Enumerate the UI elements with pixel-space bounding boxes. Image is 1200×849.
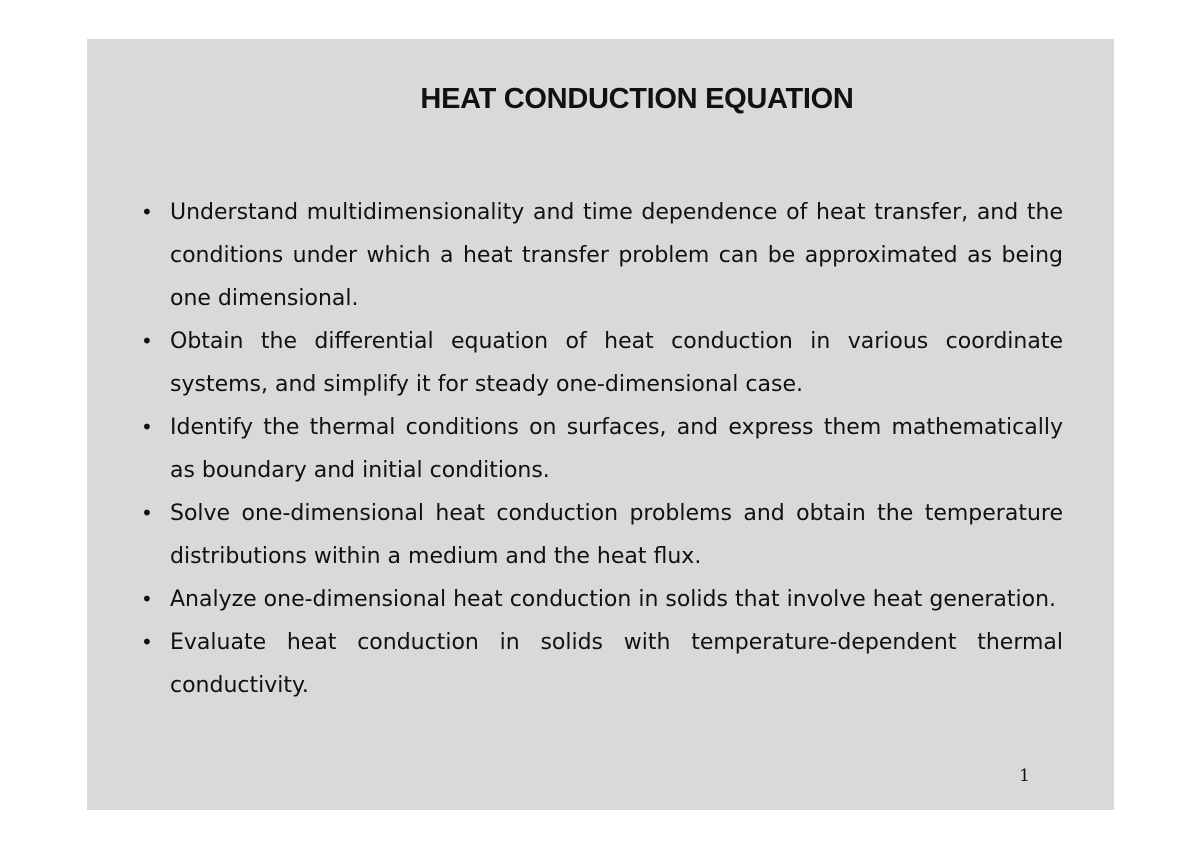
- bullet-text: Understand multidimensionality and time dependence of heat transfer, and the conditions under which a heat transfer problem can be approximated as being one dimensional.: [170, 200, 1063, 311]
- bullet-icon: •: [141, 501, 153, 525]
- bullet-text: Evaluate heat conduction in solids with temperature-dependent thermal conductivity.: [170, 630, 1063, 698]
- bullet-text: Analyze one-dimensional heat conduction in solids that involve heat generation.: [170, 587, 1057, 612]
- bullet-text: Identify the thermal conditions on surfaces, and express them mathematically as boundary and initial conditions.: [170, 415, 1063, 483]
- bullet-item: [135, 578, 1063, 621]
- bullet-icon: •: [141, 630, 153, 654]
- bullet-item: [135, 191, 1063, 320]
- bullet-icon: •: [141, 587, 153, 611]
- bullet-item: [135, 492, 1063, 578]
- page-number: 1: [1019, 766, 1030, 786]
- bullet-icon: •: [141, 200, 153, 224]
- slide-title: HEAT CONDUCTION EQUATION: [420, 83, 854, 115]
- bullet-item: [135, 621, 1063, 707]
- slide: [87, 39, 1114, 810]
- bullet-text: Obtain the differential equation of heat conduction in various coordinate systems, and simplify it for steady one-dimensional case.: [170, 329, 1063, 397]
- bullet-icon: •: [141, 415, 153, 439]
- bullet-list: [135, 191, 1063, 707]
- bullet-icon: •: [141, 329, 153, 353]
- bullet-item: [135, 320, 1063, 406]
- bullet-text: Solve one-dimensional heat conduction problems and obtain the temperature distributions within a medium and the heat flux.: [170, 501, 1063, 569]
- bullet-item: [135, 406, 1063, 492]
